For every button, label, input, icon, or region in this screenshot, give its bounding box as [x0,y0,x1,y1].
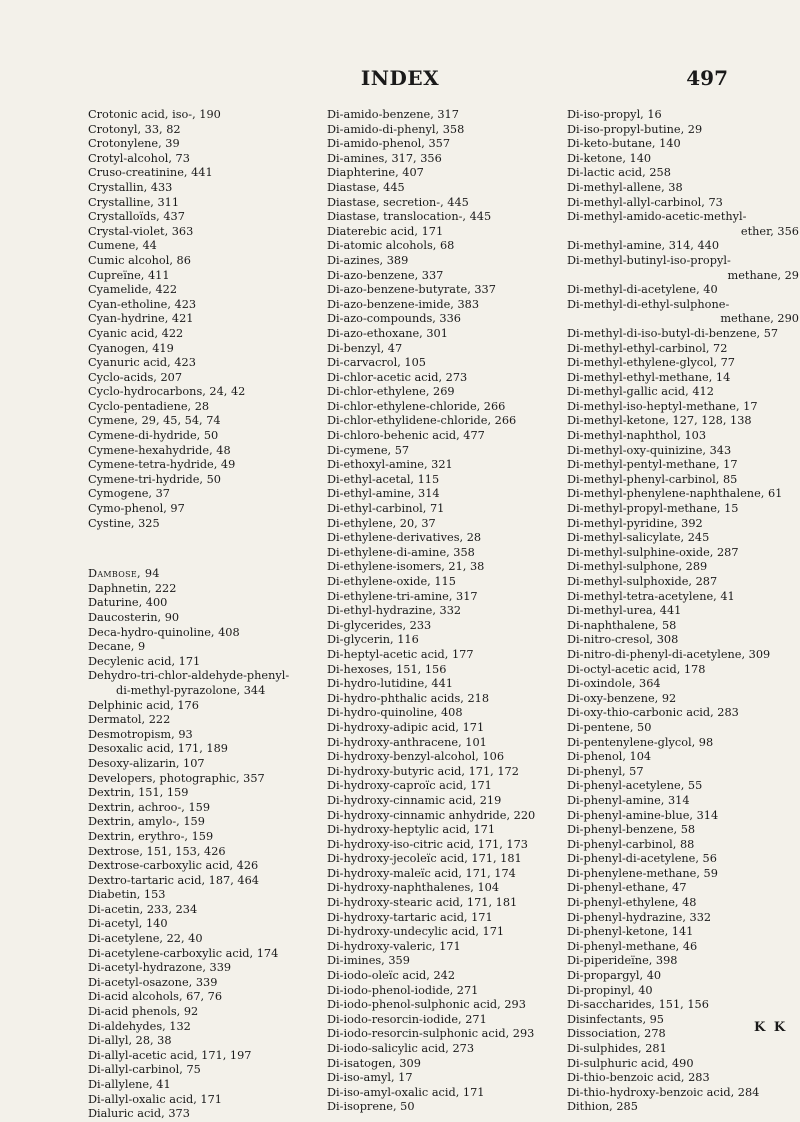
index-entry: Decylenic acid, 171 [88,654,201,668]
index-entry: Di-methyl-di-acetylene, 40 [567,283,718,297]
index-entry: Di-ethylene-derivatives, 28 [327,531,482,545]
index-entry: Cymene-tetra-hydride, 49 [88,458,236,472]
index-entry: Cyclo-acids, 207 [88,370,183,384]
index-entry: Di-methyl-urea, 441 [567,604,682,618]
index-entry: Desoxalic acid, 171, 189 [88,742,228,756]
page-title: INDEX [360,66,440,90]
index-entry: Di-methyl-pyridine, 392 [567,516,703,530]
index-entry: Di-thio-benzoic acid, 283 [567,1071,710,1085]
index-entry: Di-phenyl-ethane, 47 [567,881,687,895]
index-entry: Diaphterine, 407 [327,166,424,180]
index-entry: Deca-hydro-quinoline, 408 [88,625,240,639]
index-entry: Crystallin, 433 [88,180,173,194]
index-entry: Di-oxy-benzene, 92 [567,691,677,705]
index-entry: Di-sulphides, 281 [567,1042,667,1055]
index-entry: Di-methyl-allyl-carbinol, 73 [567,195,723,209]
index-entry: Cyanuric acid, 423 [88,356,196,370]
index-entry: Di-methyl-sulphoxide, 287 [567,575,718,588]
index-entry: Di-iso-amyl-oxalic acid, 171 [327,1085,485,1099]
index-entry: Di-methyl-naphthol, 103 [567,429,707,443]
index-entry: Di-amido-di-phenyl, 358 [327,122,465,136]
index-entry: Di-hydroxy-iso-citric acid, 171, 173 [327,837,528,851]
index-entry: Di-oxy-thio-carbonic acid, 283 [567,706,739,720]
index-entry: Cyclo-pentadiene, 28 [88,399,210,413]
index-entry: Di-phenylene-methane, 59 [567,866,718,880]
index-entry: Di-methyl-ethyl-methane, 14 [567,370,731,384]
index-entry: Di-hydroxy-valeric, 171 [327,939,461,953]
index-entry: Di-phenyl-carbinol, 88 [567,837,695,851]
index-entry: Di-methyl-ketone, 127, 128, 138 [567,414,752,428]
index-entry: Di-thio-hydroxy-benzoic acid, 284 [567,1085,760,1099]
index-entry: Di-methyl-ethyl-carbinol, 72 [567,341,728,355]
index-entry: Di-azo-benzene-imide, 383 [327,297,480,311]
index-entry: Di-iso-propyl-butine, 29 [567,122,703,136]
index-entry: Crotonylene, 39 [88,137,180,151]
index-entry: Di-phenyl-methane, 46 [567,939,698,953]
index-entry: Crotonyl, 33, 82 [88,122,181,136]
index-entry: Cyamelide, 422 [88,283,178,297]
index-entry: Cyclo-hydrocarbons, 24, 42 [88,385,246,399]
index-entry: Cyanic acid, 422 [88,326,184,340]
index-entry: Di-isatogen, 309 [327,1056,421,1070]
index-entry: Di-phenyl-ketone, 141 [567,925,694,939]
index-entry: Di-ethylene-oxide, 115 [327,575,456,588]
index-entry: Di-naphthalene, 58 [567,618,677,632]
index-entry: Cymo-phenol, 97 [88,502,185,516]
index-entry: Di-hydroxy-stearic acid, 171, 181 [327,896,518,910]
index-entry: Di-hydroxy-maleïc acid, 171, 174 [327,866,516,880]
index-entry: Di-chlor-ethylene-chloride, 266 [327,399,506,413]
index-entry: Di-iso-amyl, 17 [327,1071,413,1085]
index-entry: Cymene-tri-hydride, 50 [88,472,221,486]
index-entry: Di-azo-benzene, 337 [327,268,444,282]
index-entry: Di-lactic acid, 258 [567,166,671,180]
index-column-3 [567,108,799,1115]
index-entry: Di-hydro-phthalic acids, 218 [327,691,490,705]
index-entry: Diaterebic acid, 171 [327,224,444,238]
index-entry: Dambose, 94 [88,567,160,581]
index-entry: Di-phenyl-amine-blue, 314 [567,808,719,822]
index-entry: Di-atomic alcohols, 68 [327,239,455,253]
index-entry: Di-benzyl, 47 [327,341,403,355]
index-entry: Di-ethylene-tri-amine, 317 [327,589,478,603]
index-entry: Di-methyl-sulphine-oxide, 287 [567,545,739,559]
index-entry: Di-acid phenols, 92 [88,1005,199,1019]
index-entry: Di-hydroxy-caproïc acid, 171 [327,779,492,793]
index-entry: Di-octyl-acetic acid, 178 [567,662,706,676]
page-number: 497 [686,66,728,90]
index-entry: Di-acetyl-osazone, 339 [88,975,218,989]
index-entry: Desmotropism, 93 [88,727,193,741]
index-entry: Dextrin, 151, 159 [88,786,189,800]
index-entry: Dextrose-carboxylic acid, 426 [88,859,259,873]
index-entry: Di-ethyl-carbinol, 71 [327,502,445,516]
index-entry: Dermatol, 222 [88,713,171,727]
index-entry: Daturine, 400 [88,596,168,610]
index-entry: Di-acetin, 233, 234 [88,902,198,916]
index-entry: Di-allylene, 41 [88,1078,171,1091]
index-entry: Di-phenyl-hydrazine, 332 [567,910,712,924]
index-entry: Di-keto-butane, 140 [567,137,681,151]
index-entry: Di-allyl, 28, 38 [88,1034,172,1048]
index-entry: Di-phenyl-benzene, 58 [567,823,696,837]
index-entry: Crotonic acid, iso-, 190 [88,108,221,121]
index-entry: Di-allyl-carbinol, 75 [88,1063,201,1077]
index-entry: Di-hydroxy-cinnamic anhydride, 220 [327,808,536,822]
index-entry: Di-hydroxy-butyric acid, 171, 172 [327,764,519,778]
index-entry: Di-phenyl-acetylene, 55 [567,779,703,793]
index-entry: Dextrose, 151, 153, 426 [88,844,226,858]
index-entry: Di-carvacrol, 105 [327,356,426,370]
index-entry: Di-phenyl-ethylene, 48 [567,896,697,910]
index-entry: Di-acid alcohols, 67, 76 [88,990,223,1004]
index-entry: Di-phenyl-amine, 314 [567,793,690,807]
index-entry: Di-cymene, 57 [327,443,410,457]
index-entry: Daphnetin, 222 [88,581,177,595]
index-column-2 [327,108,559,1115]
index-entry: Decane, 9 [88,640,146,654]
index-entry: Di-nitro-cresol, 308 [567,633,679,647]
index-entry: Crystal-violet, 363 [88,224,194,238]
index-entry: Di-glycerin, 116 [327,633,419,647]
index-entry: Di-phenyl-di-acetylene, 56 [567,852,717,866]
index-entry: Di-pentenylene-glycol, 98 [567,735,714,749]
index-entry: Delphinic acid, 176 [88,698,199,712]
index-entry: Di-methyl-amine, 314, 440 [567,239,720,253]
index-entry: Di-iodo-oleïc acid, 242 [327,969,456,983]
index-entry: Di-hydroxy-heptylic acid, 171 [327,823,496,837]
index-entry: Di-propargyl, 40 [567,969,662,983]
index-entry: Di-methyl-iso-heptyl-methane, 17 [567,399,758,413]
signature-mark: K K [754,1020,788,1035]
index-entry: Di-ethoxyl-amine, 321 [327,458,453,472]
index-entry: Cruso-creatinine, 441 [88,166,213,180]
index-entry: Di-azo-benzene-butyrate, 337 [327,283,496,297]
index-entry: Dextro-tartaric acid, 187, 464 [88,873,259,887]
index-entry: Dextrin, amylo-, 159 [88,815,205,829]
index-entry: Cyan-hydrine, 421 [88,312,194,326]
index-entry: Di-methyl-salicylate, 245 [567,531,710,545]
index-entry: Di-acetyl-hydrazone, 339 [88,961,232,975]
index-entry: Di-hydroxy-cinnamic acid, 219 [327,793,502,807]
index-entry: Di-chlor-acetic acid, 273 [327,370,468,384]
index-entry: Cyan-etholine, 423 [88,297,197,311]
index-entry: Di-phenyl, 57 [567,764,644,778]
index-entry: Di-allyl-acetic acid, 171, 197 [88,1048,252,1062]
index-entry: Cymogene, 37 [88,487,170,501]
index-entry: Di-methyl-phenyl-carbinol, 85 [567,472,738,486]
index-entry: Di-amido-benzene, 317 [327,108,459,121]
index-entry: Di-hydroxy-undecylic acid, 171 [327,925,505,939]
index-entry: Di-methyl-ethylene-glycol, 77 [567,356,735,370]
index-entry: Di-isoprene, 50 [327,1100,415,1114]
index-entry: Cystine, 325 [88,516,160,530]
index-entry: Disinfectants, 95 [567,1012,664,1026]
index-entry: Di-propinyl, 40 [567,983,653,997]
index-entry: Di-piperideïne, 398 [567,954,678,968]
index-entry: Di-amido-phenol, 357 [327,137,451,151]
index-entry: Di-hydroxy-anthracene, 101 [327,735,487,749]
index-entry: Di-methyl-butinyl-iso-propyl- [567,253,731,267]
index-entry: Dialuric acid, 373 [88,1107,190,1121]
index-entry: Crystalloïds, 437 [88,210,185,224]
index-entry: Developers, photographic, 357 [88,771,265,785]
index-entry: Di-hydroxy-tartaric acid, 171 [327,910,493,924]
index-entry: Di-hydroxy-jecoleïc acid, 171, 181 [327,852,522,866]
index-entry: Di-acetylene, 22, 40 [88,932,203,946]
page-header [0,66,800,90]
index-entry: Cymene, 29, 45, 54, 74 [88,414,221,428]
index-entry: Di-ethylene-di-amine, 358 [327,545,475,559]
index-entry: Di-azines, 389 [327,253,409,267]
index-entry: methane, 29 [727,268,799,282]
index-entry: Di-hydro-quinoline, 408 [327,706,463,720]
index-entry: Di-methyl-pentyl-methane, 17 [567,458,738,472]
index-entry: Di-ethyl-acetal, 115 [327,472,440,486]
index-entry: Di-iso-propyl, 16 [567,108,662,121]
index-entry: Di-ethylene-isomers, 21, 38 [327,560,485,574]
index-entry: Di-acetylene-carboxylic acid, 174 [88,946,279,960]
index-entry: Di-iodo-phenol-iodide, 271 [327,983,479,997]
index-entry: Di-methyl-propyl-methane, 15 [567,502,739,516]
index-column-1 [88,108,320,1122]
index-entry: Di-methyl-di-ethyl-sulphone- [567,297,730,311]
index-entry: Di-methyl-oxy-quinizine, 343 [567,443,732,457]
index-entry: Diabetin, 153 [88,888,166,902]
index-entry: Di-ethyl-amine, 314 [327,487,440,501]
index-entry: Di-methyl-tetra-acetylene, 41 [567,589,735,603]
index-entry: Di-phenol, 104 [567,750,652,764]
index-entry: Dextrin, achroo-, 159 [88,800,211,814]
index-entry: Di-ethylene, 20, 37 [327,516,436,530]
index-entry: Di-chloro-behenic acid, 477 [327,429,485,443]
index-entry: Di-iodo-resorcin-iodide, 271 [327,1012,487,1026]
index-entry: methane, 290 [720,312,799,326]
index-entry: Cumene, 44 [88,239,157,253]
index-entry: Di-methyl-gallic acid, 412 [567,385,714,399]
index-entry: Di-iodo-salicylic acid, 273 [327,1042,475,1055]
index-entry: Diastase, 445 [327,180,405,194]
index-entry: Desoxy-alizarin, 107 [88,756,205,770]
index-entry: Di-amines, 317, 356 [327,151,442,165]
index-entry: Di-glycerides, 233 [327,618,432,632]
index-entry: Di-methyl-di-iso-butyl-di-benzene, 57 [567,326,779,340]
index-entry: Diastase, secretion-, 445 [327,195,469,209]
index-entry: Di-hexoses, 151, 156 [327,662,447,676]
index-entry: Di-hydroxy-adipic acid, 171 [327,720,485,734]
index-entry: di-methyl-pyrazolone, 344 [116,683,266,697]
index-entry: Di-methyl-amido-acetic-methyl- [567,210,747,224]
index-entry: Di-allyl-oxalic acid, 171 [88,1092,222,1106]
index-entry: Di-ketone, 140 [567,151,652,165]
index-entry: Cymene-hexahydride, 48 [88,443,231,457]
index-entry: Cyanogen, 419 [88,341,174,355]
index-entry: Diastase, translocation-, 445 [327,210,492,224]
index-entry: Cymene-di-hydride, 50 [88,429,219,443]
index-entry: ether, 356 [740,224,799,238]
index-entry: Di-ethyl-hydrazine, 332 [327,604,462,618]
index-entry: Di-methyl-phenylene-naphthalene, 61 [567,487,783,501]
index-entry: Dissociation, 278 [567,1027,666,1041]
index-entry: Daucosterin, 90 [88,611,180,624]
index-entry: Di-iodo-resorcin-sulphonic acid, 293 [327,1027,535,1041]
index-entry: Di-oxindole, 364 [567,677,661,691]
index-entry: Cumic alcohol, 86 [88,253,191,267]
index-entry: Di-methyl-sulphone, 289 [567,560,708,574]
index-entry: Dehydro-tri-chlor-aldehyde-phenyl- [88,669,290,683]
index-entry: Di-chlor-ethylidene-chloride, 266 [327,414,517,428]
index-entry: Dithion, 285 [567,1100,638,1114]
index-entry: Di-heptyl-acetic acid, 177 [327,647,474,661]
index-entry: Di-sulphuric acid, 490 [567,1056,694,1070]
index-entry: Di-nitro-di-phenyl-di-acetylene, 309 [567,647,771,661]
index-entry: Di-saccharides, 151, 156 [567,998,709,1012]
index-entry: Di-azo-compounds, 336 [327,312,461,326]
index-entry: Dextrin, erythro-, 159 [88,829,214,843]
index-entry: Di-hydro-lutidine, 441 [327,677,453,691]
index-entry: Di-imines, 359 [327,954,410,968]
index-entry: Di-azo-ethoxane, 301 [327,326,448,340]
index-entry: Di-iodo-phenol-sulphonic acid, 293 [327,998,526,1012]
index-entry: Crotyl-alcohol, 73 [88,151,190,165]
index-entry: Di-hydroxy-benzyl-alcohol, 106 [327,750,505,764]
index-entry: Cupreïne, 411 [88,268,170,282]
index-entry: Di-chlor-ethylene, 269 [327,385,455,399]
index-entry: Di-hydroxy-naphthalenes, 104 [327,881,500,895]
index-entry: Di-acetyl, 140 [88,917,168,931]
index-entry: Di-aldehydes, 132 [88,1019,191,1033]
index-entry: Di-methyl-allene, 38 [567,180,683,194]
index-entry: Crystalline, 311 [88,195,180,209]
index-entry: Di-pentene, 50 [567,720,652,734]
